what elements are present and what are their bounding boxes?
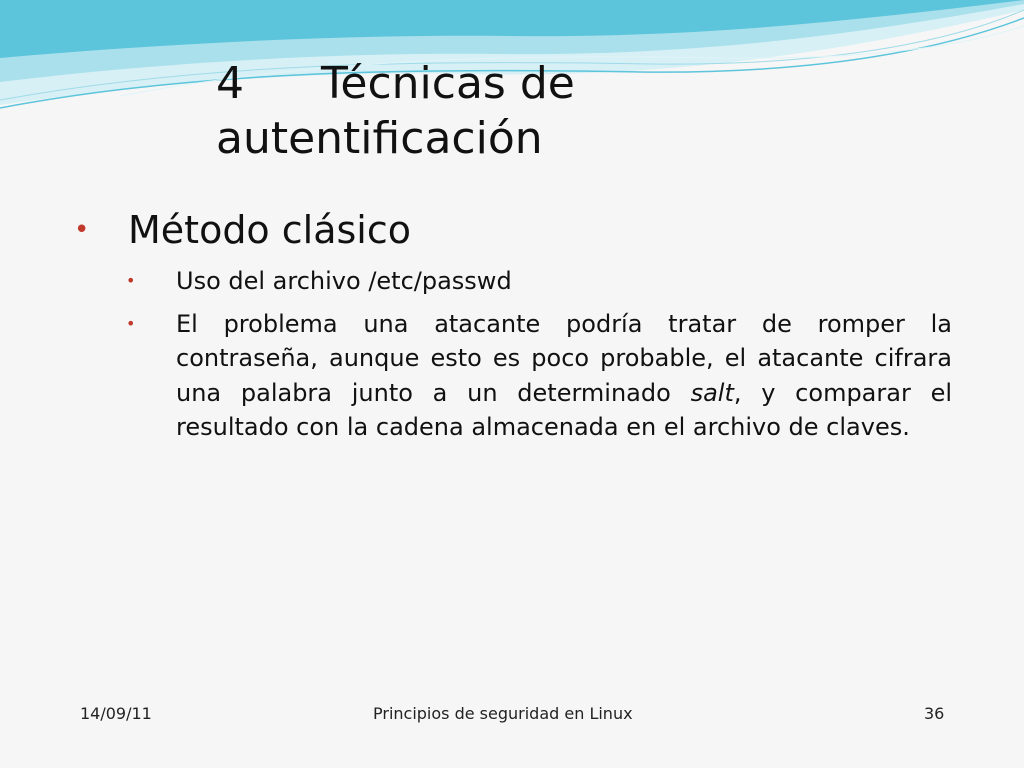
bullet-level2 bbox=[126, 264, 952, 299]
title-text-line2: autentificación bbox=[216, 113, 543, 164]
bullet-item-text-post: , y comparar el resultado con la cadena almacenada en el archivo de claves. bbox=[176, 378, 953, 441]
bullet-icon: • bbox=[74, 215, 90, 245]
bullet-level1 bbox=[72, 204, 952, 256]
slide-content bbox=[72, 204, 952, 453]
slide-title bbox=[216, 56, 736, 166]
bullet-item-text-pre: El problema una atacante podría tratar de romper la contraseña, aunque esto es poco probable, el atacante cifrara una palabra junto a un determinado bbox=[176, 309, 952, 407]
footer-page-number: 36 bbox=[924, 704, 945, 723]
section-number: 4 bbox=[216, 58, 244, 109]
bullet-heading-text: Método clásico bbox=[128, 208, 411, 252]
bullet-level2 bbox=[126, 307, 953, 445]
bullet-icon: • bbox=[126, 313, 136, 333]
title-text-line1: Técnicas de bbox=[321, 58, 575, 109]
bullet-icon: • bbox=[126, 271, 136, 290]
footer-date: 14/09/11 bbox=[80, 704, 152, 723]
bullet-item-text-italic: salt bbox=[690, 378, 734, 407]
bullet-item-text: Uso del archivo /etc/passwd bbox=[176, 267, 512, 295]
footer-title: Principios de seguridad en Linux bbox=[373, 704, 633, 723]
